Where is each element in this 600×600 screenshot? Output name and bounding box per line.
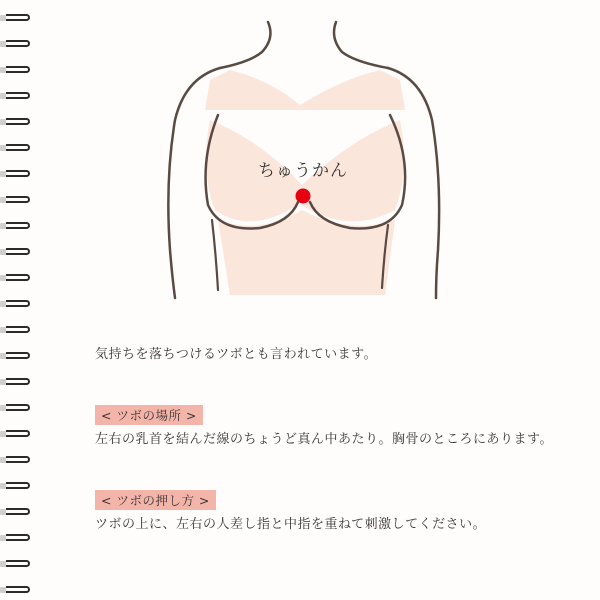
spiral-ring	[0, 38, 32, 50]
spiral-ring	[0, 194, 32, 206]
spiral-ring	[0, 584, 32, 596]
shoulder-skin	[205, 70, 405, 110]
intro-text: 気持ちを落ちつけるツボとも言われています。	[95, 347, 378, 362]
spiral-ring	[0, 246, 32, 258]
spiral-ring	[0, 324, 32, 336]
spiral-ring	[0, 532, 32, 544]
spiral-ring	[0, 90, 32, 102]
neck-left-line	[220, 22, 270, 68]
spiral-ring	[0, 64, 32, 76]
spiral-ring	[0, 454, 32, 466]
location-heading: < ツボの場所 >	[95, 405, 203, 425]
neck-right-line	[334, 22, 388, 68]
spiral-ring	[0, 350, 32, 362]
spiral-ring	[0, 272, 32, 284]
method-text: ツボの上に、左右の人差し指と中指を重ねて刺激してください。	[95, 517, 487, 532]
acupoint-dot	[296, 189, 311, 204]
spiral-ring	[0, 402, 32, 414]
spiral-ring	[0, 506, 32, 518]
torso-skin	[218, 210, 395, 295]
spiral-ring	[0, 480, 32, 492]
acupoint-label: ちゅうかん	[258, 161, 348, 181]
spiral-ring	[0, 298, 32, 310]
spiral-ring	[0, 220, 32, 232]
spiral-ring	[0, 376, 32, 388]
spiral-ring	[0, 428, 32, 440]
left-torso-line	[212, 220, 218, 290]
spiral-binding	[0, 0, 40, 600]
location-text: 左右の乳首を結んだ線のちょうど真ん中あたり。胸骨のところにあります。	[95, 432, 553, 447]
spiral-ring	[0, 558, 32, 570]
spiral-ring	[0, 116, 32, 128]
spiral-ring	[0, 12, 32, 24]
spiral-ring	[0, 142, 32, 154]
method-heading: < ツボの押し方 >	[95, 490, 216, 510]
spiral-ring	[0, 168, 32, 180]
